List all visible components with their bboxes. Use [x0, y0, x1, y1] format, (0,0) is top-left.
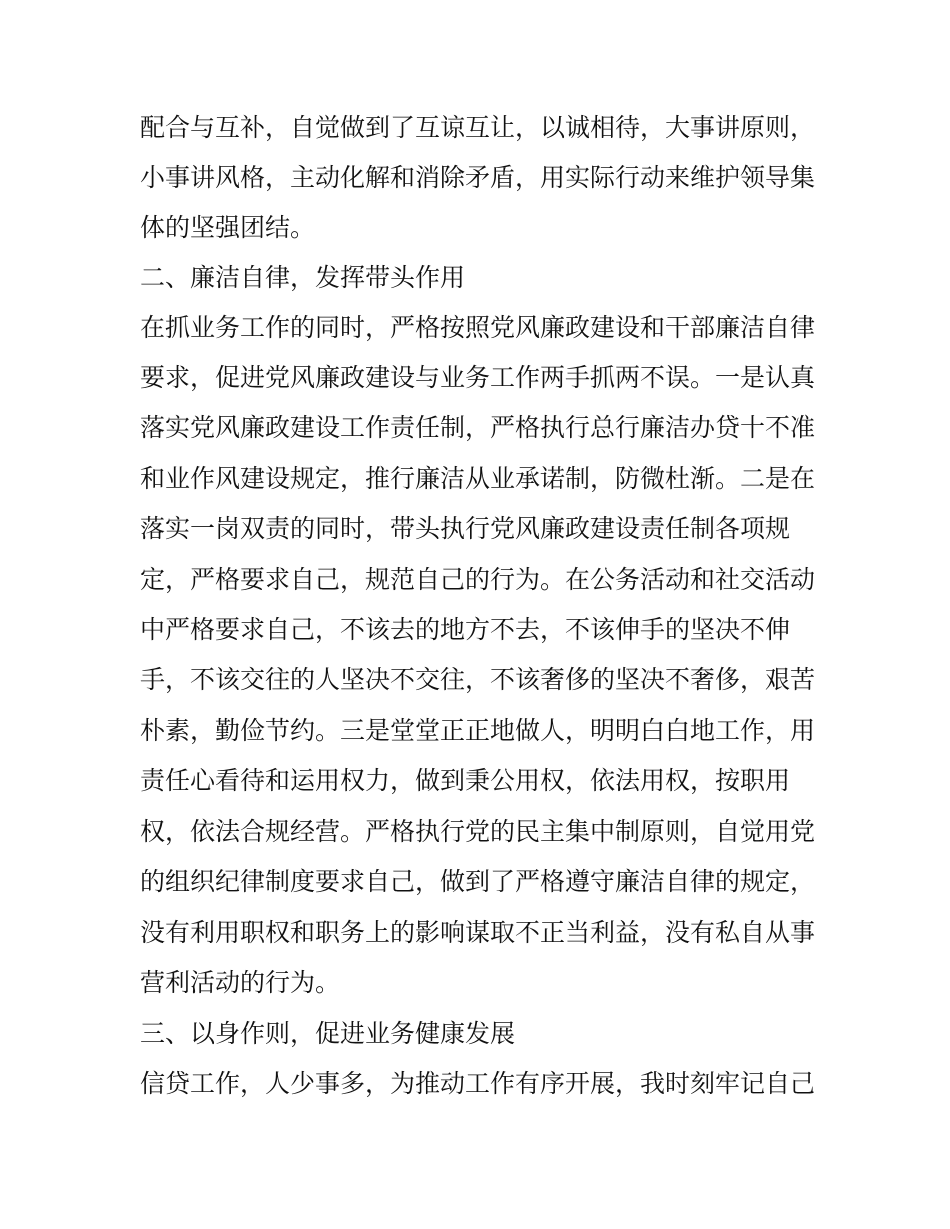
paragraph-line: 体的坚强团结。 — [140, 213, 316, 242]
section-heading: 二、廉洁自律，发挥带头作用 — [140, 263, 466, 292]
paragraph-line: 在抓业务工作的同时，严格按照党风廉政建设和干部廉洁自律 — [140, 313, 816, 342]
paragraph-line: 营利活动的行为。 — [140, 968, 341, 997]
paragraph-line: 信贷工作，人少事多，为推动工作有序开展，我时刻牢记自己 — [140, 1069, 816, 1098]
paragraph-line: 落实一岗双责的同时，带头执行党风廉政建设责任制各项规 — [140, 514, 791, 543]
paragraph-line: 手，不该交往的人坚决不交往，不该奢侈的坚决不奢侈，艰苦 — [140, 665, 816, 694]
paragraph-line: 落实党风廉政建设工作责任制，严格执行总行廉洁办贷十不准 — [140, 413, 816, 442]
paragraph-line: 定，严格要求自己，规范自己的行为。在公务活动和社交活动 — [140, 565, 816, 594]
paragraph-line: 没有利用职权和职务上的影响谋取不正当利益，没有私自从事 — [140, 918, 816, 947]
paragraph-line: 小事讲风格，主动化解和消除矛盾，用实际行动来维护领导集 — [140, 163, 816, 192]
paragraph-line: 责任心看待和运用权力，做到秉公用权，依法用权，按职用 — [140, 766, 791, 795]
paragraph-line: 要求，促进党风廉政建设与业务工作两手抓两不误。一是认真 — [140, 363, 816, 392]
paragraph-line: 和业作风建设规定，推行廉洁从业承诺制，防微杜渐。二是在 — [140, 464, 816, 493]
paragraph-line: 的组织纪律制度要求自己，做到了严格遵守廉洁自律的规定， — [140, 867, 816, 896]
section-heading: 三、以身作则，促进业务健康发展 — [140, 1019, 516, 1048]
paragraph-line: 权，依法合规经营。严格执行党的民主集中制原则，自觉用党 — [140, 817, 816, 846]
paragraph-line: 朴素，勤俭节约。三是堂堂正正地做人，明明白白地工作，用 — [140, 716, 816, 745]
paragraph-line: 中严格要求自己，不该去的地方不去，不该伸手的坚决不伸 — [140, 615, 791, 644]
paragraph-line: 配合与互补，自觉做到了互谅互让，以诚相待，大事讲原则， — [140, 113, 816, 142]
